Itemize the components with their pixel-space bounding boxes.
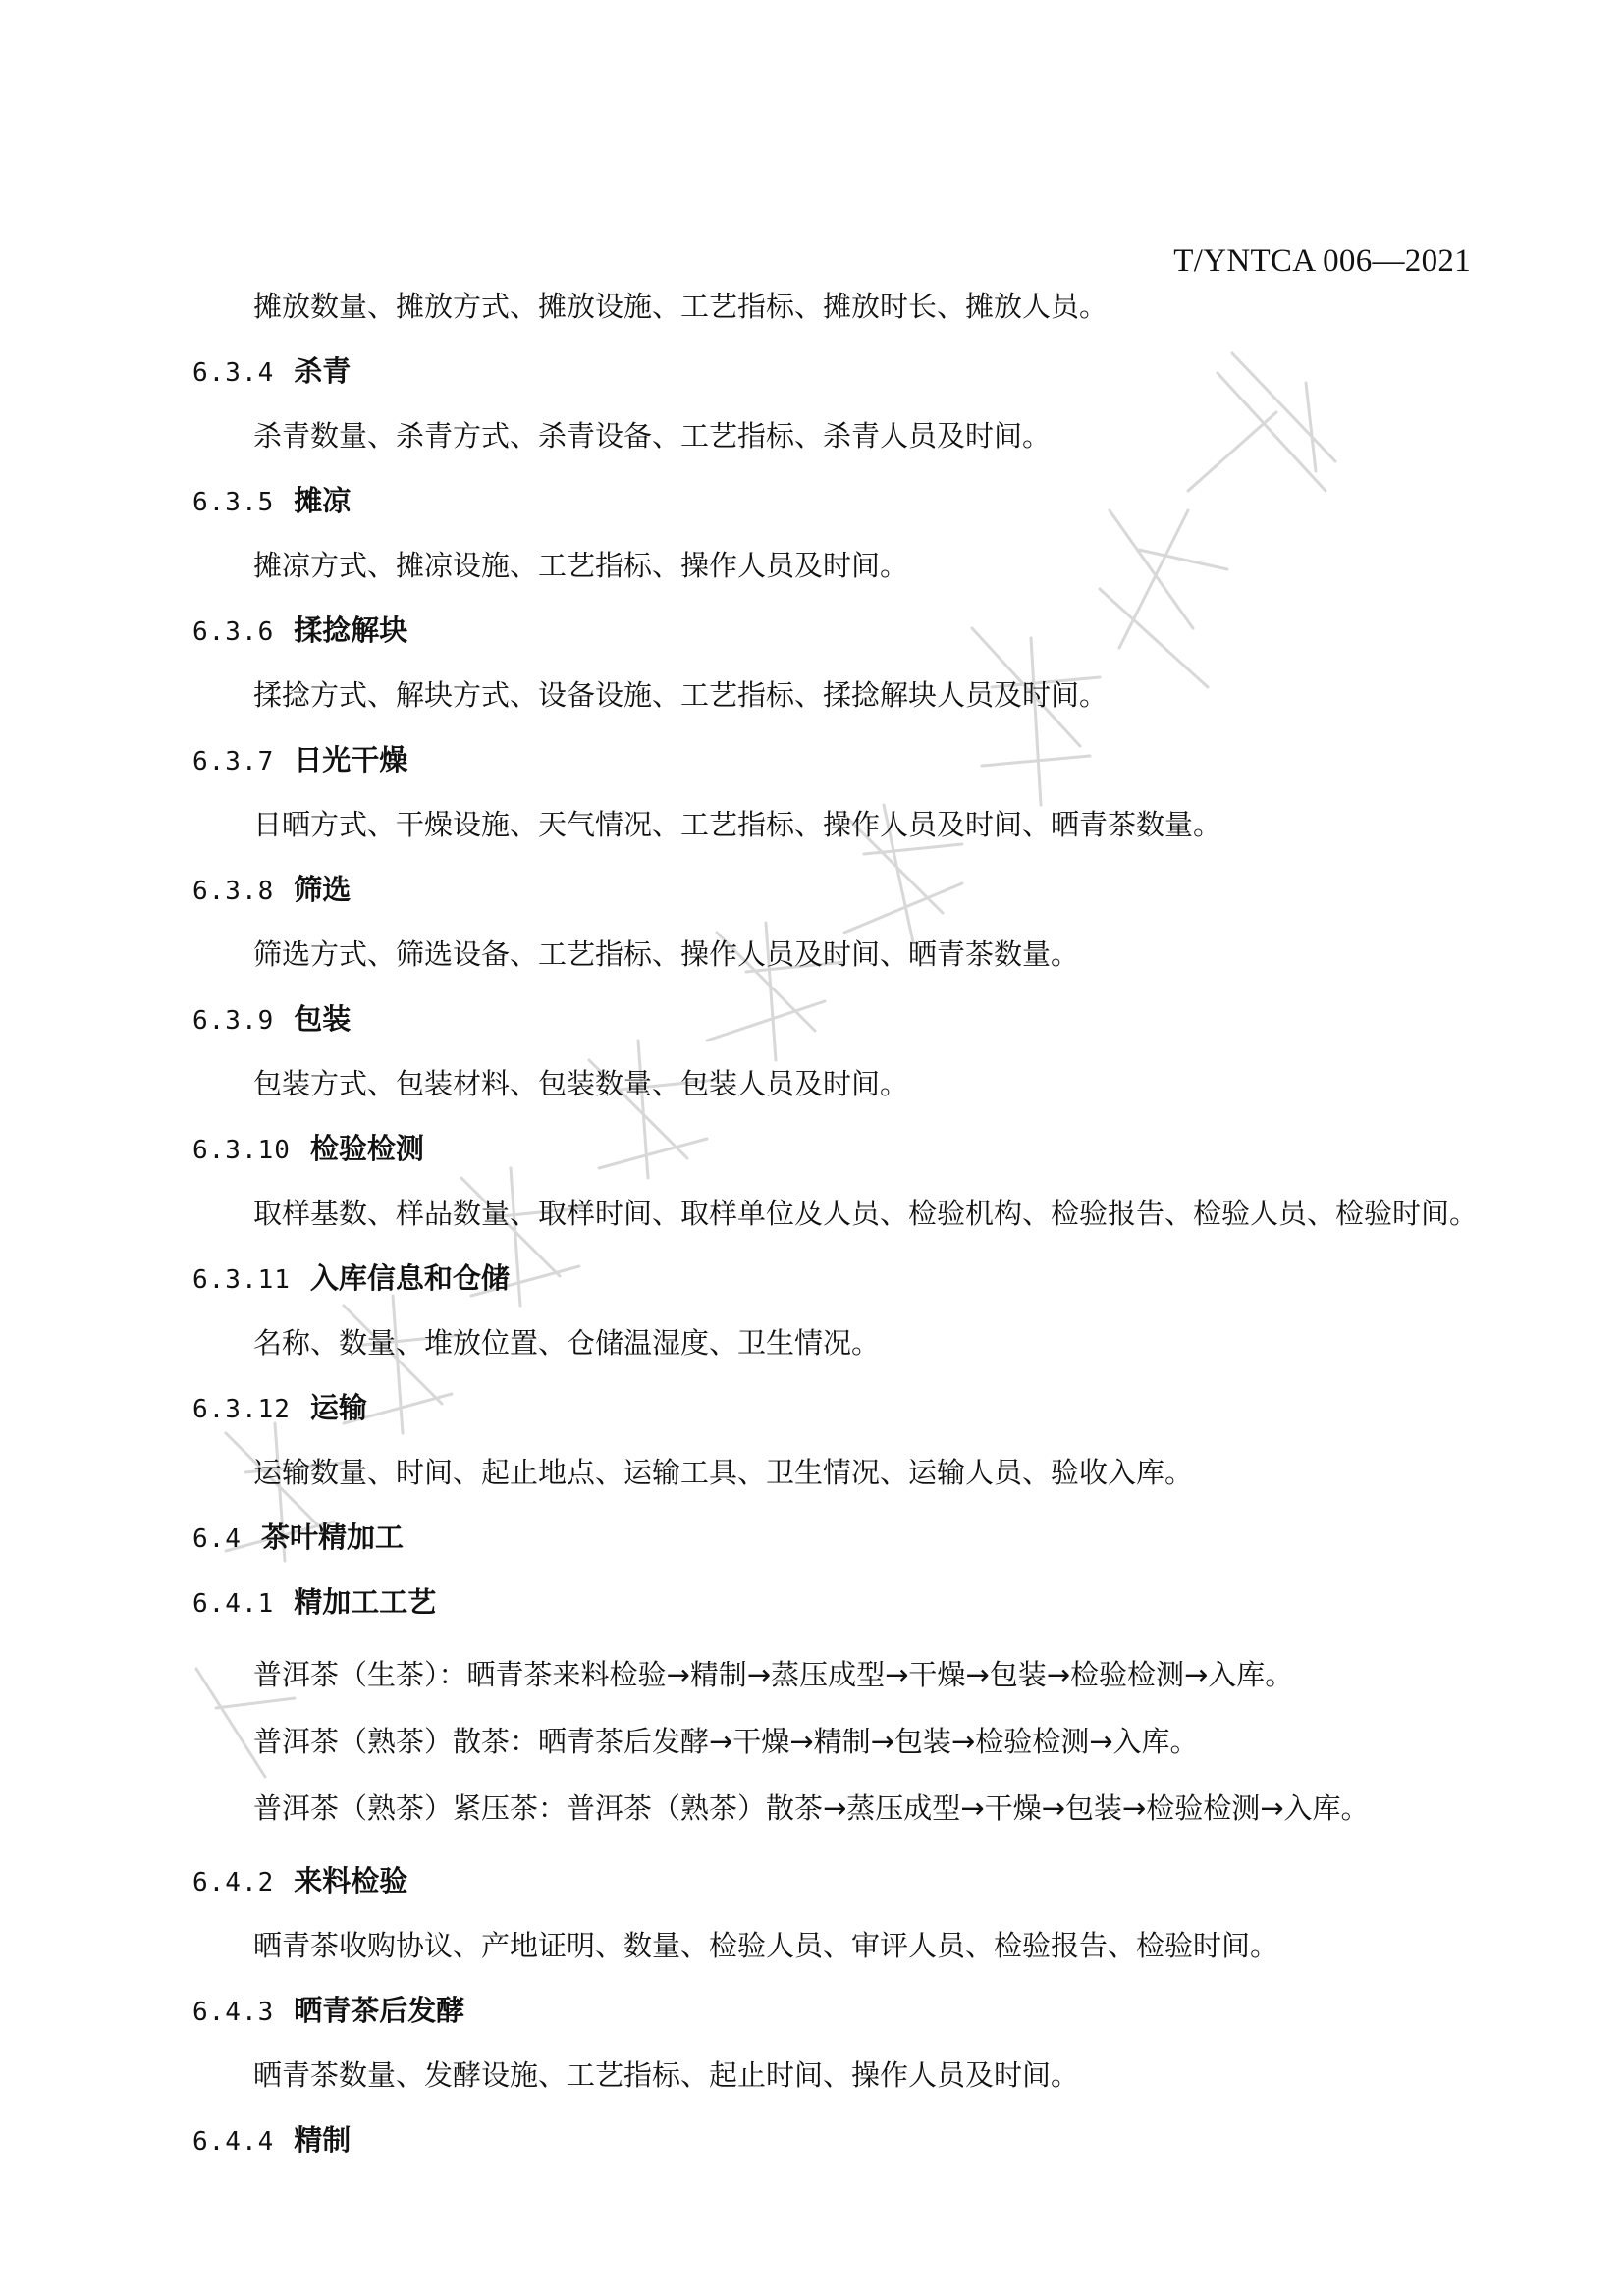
paragraph: 包装方式、包装材料、包装数量、包装人员及时间。 <box>253 1067 909 1100</box>
section-number: 6.3.4 <box>192 358 275 388</box>
section-heading <box>192 609 407 649</box>
section-title: 精加工工艺 <box>294 1585 437 1619</box>
paragraph: 晒青茶数量、发酵设施、工艺指标、起止时间、操作人员及时间。 <box>253 2058 1080 2092</box>
section-title: 揉捻解块 <box>294 614 408 647</box>
paragraph: 晒青茶收购协议、产地证明、数量、检验人员、审评人员、检验报告、检验时间。 <box>253 1929 1279 1962</box>
paragraph: 摊放数量、摊放方式、摊放设施、工艺指标、摊放时长、摊放人员。 <box>253 290 1109 323</box>
section-number: 6.3.8 <box>192 877 275 906</box>
paragraph: 普洱茶（熟茶）散茶：晒青茶后发酵→干燥→精制→包装→检验检测→入库。 <box>253 1725 1199 1758</box>
section-title: 来料检验 <box>294 1864 408 1897</box>
section-heading <box>192 479 351 519</box>
section-title: 检验检测 <box>309 1132 424 1165</box>
section-heading <box>192 2118 351 2159</box>
paragraph: 运输数量、时间、起止地点、运输工具、卫生情况、运输人员、验收入库。 <box>253 1456 1194 1489</box>
section-heading <box>192 1989 464 2029</box>
paragraph: 揉捻方式、解块方式、设备设施、工艺指标、揉捻解块人员及时间。 <box>253 678 1109 712</box>
section-number: 6.4.4 <box>192 2127 275 2157</box>
section-number: 6.3.11 <box>192 1265 291 1295</box>
paragraph: 名称、数量、堆放位置、仓储温湿度、卫生情况。 <box>253 1326 881 1360</box>
paragraph: 筛选方式、筛选设备、工艺指标、操作人员及时间、晒青茶数量。 <box>253 937 1080 971</box>
section-title: 晒青茶后发酵 <box>294 1994 465 2027</box>
section-heading <box>192 1580 436 1621</box>
section-heading <box>192 349 351 390</box>
section-title: 精制 <box>294 2123 352 2157</box>
paragraph: 杀青数量、杀青方式、杀青设备、工艺指标、杀青人员及时间。 <box>253 419 1052 453</box>
paragraph: 普洱茶（熟茶）紧压茶：普洱茶（熟茶）散茶→蒸压成型→干燥→包装→检验检测→入库。 <box>253 1791 1370 1825</box>
paragraph: 日晒方式、干燥设施、天气情况、工艺指标、操作人员及时间、晒青茶数量。 <box>253 808 1222 841</box>
section-number: 6.3.5 <box>192 488 275 517</box>
section-title: 包装 <box>294 1002 352 1036</box>
section-number: 6.4.1 <box>192 1589 275 1619</box>
section-number: 6.3.7 <box>192 747 275 776</box>
section-heading <box>192 1386 367 1426</box>
section-number: 6.3.9 <box>192 1006 275 1036</box>
section-heading <box>192 1516 404 1556</box>
paragraph: 取样基数、样品数量、取样时间、取样单位及人员、检验机构、检验报告、检验人员、检验时间。 <box>253 1197 1479 1230</box>
section-title: 日光干燥 <box>294 743 408 776</box>
section-title: 摊凉 <box>294 484 352 517</box>
section-title: 杀青 <box>294 354 352 388</box>
paragraph: 普洱茶（生茶）：晒青茶来料检验→精制→蒸压成型→干燥→包装→检验检测→入库。 <box>253 1658 1294 1691</box>
section-title: 筛选 <box>294 873 352 906</box>
section-number: 6.4.3 <box>192 1998 275 2027</box>
section-heading <box>192 1859 407 1899</box>
section-title: 茶叶精加工 <box>260 1521 404 1554</box>
section-number: 6.3.12 <box>192 1395 291 1424</box>
paragraph: 摊凉方式、摊凉设施、工艺指标、操作人员及时间。 <box>253 549 909 582</box>
section-heading <box>192 738 407 778</box>
document-code: T/YNTCA 006—2021 <box>1173 243 1471 279</box>
section-heading <box>192 868 351 908</box>
section-title: 入库信息和仓储 <box>309 1261 510 1295</box>
section-heading <box>192 1256 510 1297</box>
section-number: 6.3.6 <box>192 617 275 647</box>
section-title: 运输 <box>309 1391 367 1424</box>
section-number: 6.4.2 <box>192 1868 275 1897</box>
section-number: 6.3.10 <box>192 1136 291 1165</box>
section-heading <box>192 997 351 1038</box>
section-heading <box>192 1127 424 1167</box>
section-number: 6.4 <box>192 1524 242 1554</box>
